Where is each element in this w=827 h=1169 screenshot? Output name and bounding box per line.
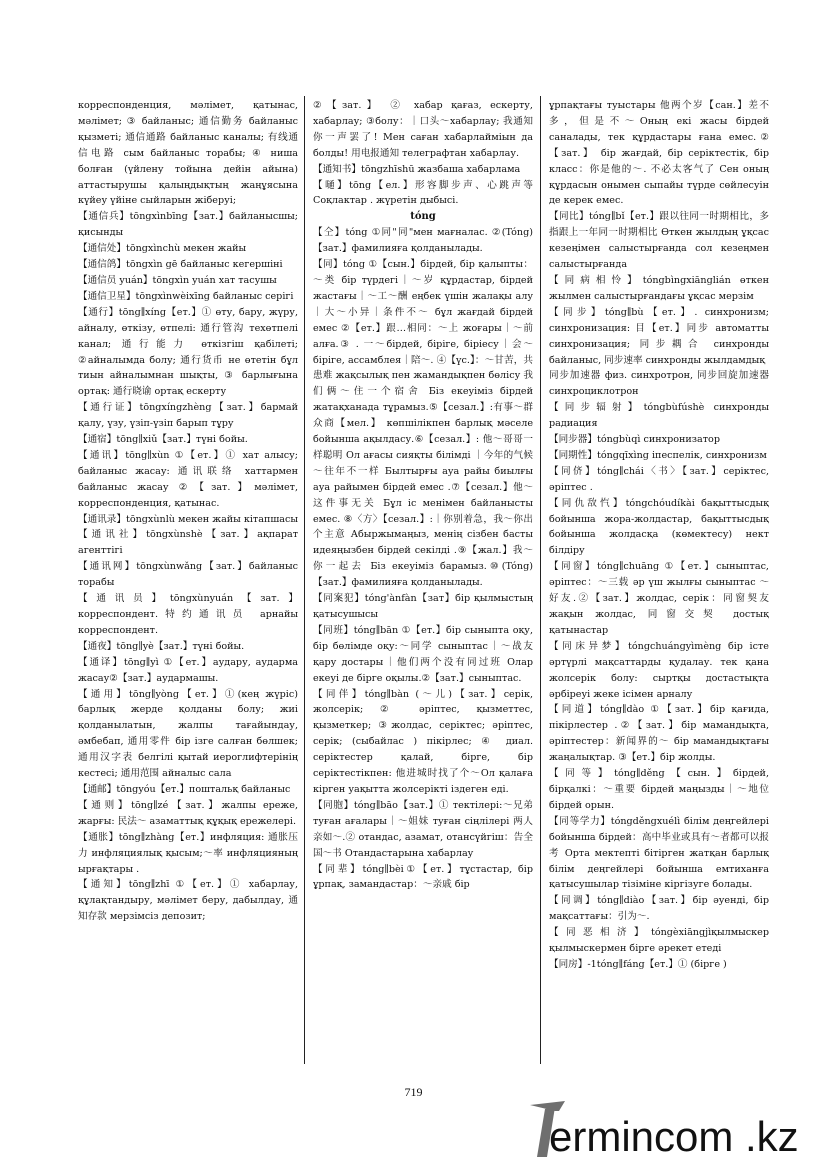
dictionary-entry: ұрпақтағы туыстары 他两个岁【сан.】差不多，但是不～Оның екі жасы бірдей саналады, тек құрдастары ғана емес.②【зат.】 бір жағдай, бір серіктестік, бір класс：你是他的～. 不必太客气了 Сен оның құрдасын онымен сыпайы түрде сөйлесуін де керек емес. xyxy=(549,100,769,207)
dictionary-entry: 【通信鸽】tōngxìn gē байланыс кегершіні xyxy=(78,259,283,271)
dictionary-entry: 【同步辐射】tóngbùfúshè синхронды радиация xyxy=(549,402,769,430)
dictionary-entry: 【同房】-1tóng∥fáng【ет.】① (бірге ) xyxy=(549,958,727,970)
dictionary-entry: 【通用】tōng∥yòng【ет.】①(кең жүріс) барлық жерде қолданы болу; жиі қолданылатын, жалпы тағайындау, әмбебап, 通用零件 бір ізге салған бөлшек; 通用汉字表 белгілі қытай иероглифтерінің кестесі; 通用范围 айналыс сала xyxy=(78,688,298,780)
column-divider xyxy=(304,96,305,1064)
dictionary-entry: корреспонденция, мәлімет, қатынас, мәлімет; ③ байланыс; 通信勤务 байланыс қызметі; 通信通路 байланыс каналы; 有线通信电路 сым байланыс торабы; ④ ниша болған (үйлену тойына дейін айына) аттастырушы қалыңдықтың жаңұясына күйеу үйіне сыйларын жіберуі; xyxy=(78,100,298,207)
dictionary-entry: 【同班】tóng∥bān ①【ет.】бір сыныпта оқу, бір бөлімде оқу:～同学 сыныптас｜～战友 қару достары｜他们两个没有同过班 Олар екеуі де бірге оқылы.②【зат.】сыныптас. xyxy=(313,624,533,684)
page-number: 719 xyxy=(404,1085,423,1099)
dictionary-entry: 【通信卫星】tōngxìnwèixīng байланыс серігі xyxy=(78,290,294,302)
dictionary-entry: 【同胞】tóng∥bāo【зат.】① тектілері:～兄弟 туған ағалары｜～姐妹 туған сіңлілері 两人亲如～.② отандас, азамат, отансүйгіш：告全国～书 Отандастарына хабарлау xyxy=(313,799,533,859)
dictionary-entry: 【同病相怜】tóngbìngxiānglián өткен жылмен салыстырғандағы ұқсас мерзім xyxy=(549,274,769,302)
column-middle xyxy=(313,98,533,1068)
dictionary-entry: 【通讯员】tōngxùnyuán【зат.】корреспондент.特约通讯员 арнайы корреспондент. xyxy=(78,593,298,636)
dictionary-entry: 【仝】tóng ①同"同"мен мағналас. ②(Tóng)【зат.】фамилияға қолданылады. xyxy=(313,227,533,255)
dictionary-entry: 【嗵】tōng【ел.】形容脚步声、心跳声等 Соқлактар . жүретін дыбысі. xyxy=(313,179,533,207)
dictionary-entry: 【通行证】tōngxíngzhèng【зат.】бармай қалу, үзу, үзіп-үзіп барып тұру xyxy=(78,402,298,430)
dictionary-entry: 【通知书】tōngzhīshū жазбаша хабарлама xyxy=(313,163,521,175)
dictionary-entry: 【通译】tōng∥yì ①【ет.】аудару, аударма жасау②【зат.】аудармашы. xyxy=(78,656,298,684)
dictionary-entry: 【同比】tóng∥bǐ【ет.】跟以往同一时期相比，多指跟上一年同一时期相比 Өткен жылдың ұқсас кезеңімен салыстырғанда сол кезеңмен салыстырғанда xyxy=(549,211,769,271)
dictionary-entry: 【同等学力】tóngděngxuélì білім деңгейлері бойынша бірдей：高中毕业或具有～者都可以报考 Орта мектепті бітірген жатқан барлық білім деңгейлері бойынша емтиханға қатысушылар тізіміне кіргізуге болады. xyxy=(549,815,769,891)
dictionary-entry: 【通信处】tōngxìnchù мекен жайы xyxy=(78,243,247,255)
column-left xyxy=(78,98,298,1068)
dictionary-entry: 同步加速器 физ. синхротрон, 同步回旋加速器 синхроциклотрон xyxy=(549,370,769,398)
dictionary-entry: 【通胀】tōng∥zhàng【ет.】инфляция: 通胀压力 инфляциялық қысым;～率 инфляцияның ырғақтары . xyxy=(78,831,298,875)
column-right xyxy=(549,98,769,1068)
dictionary-entry: 【通知】tōng∥zhī ①【ет.】① хабарлау, құлақтандыру, мәлімет беру, дабылдау, 通知存款 мерзімсіз депозит; xyxy=(78,879,298,923)
dictionary-entry: 【同】tóng ①【сын.】бірдей, бір қалыпты：～类 бір түрдегі｜～岁 құрдастар, бірдей жастағы｜～工～酬 еңбек үшін жалақы алу｜大～小异｜条件不～ бұл жағдай бірдей емес ②【ет.】跟…相同：～上 жоғары｜～前 алға.③ . 一～бірдей, біріге, біріесу｜会～ біріге, ассамблея｜陪～. ④【үс.】：～甘苦，共患难 жақсылық пен жамандықпен бөлісу 我们俩～住一个宿舍 Біз екеуіміз бірдей жатақханада тұрамыз.⑤【сезал.】:有事～群众商【мел.】 көпшілікпен барлық мәселе бойынша ақылдасу.⑥【сезал.】: 他～哥哥一样聪明 Ол ағасы сияқты білімді ｜今年的气候～往年不一样 Былтырғы ауа райы биылғы ауа райымен бірдей емес .⑦【сезал.】他～这件事无关 Бұл іс менімен байланысты емес. ⑧〈方〉【сезал.】:｜你别着急，我～你出个主意 Абыржымаңыз, менің сізбен басты идеяңызбен бірдей секілді .⑨【жал.】我～你一起去 Біз екеуіміз барамыз.⑩(Tóng)【зат.】фамилияға қолданылады. xyxy=(313,259,533,589)
logo-text: ermincom xyxy=(549,1113,734,1160)
dictionary-entry: 【同侪】tóng∥chái〈书〉【зат.】серіктес, әріптес . xyxy=(549,465,769,493)
dictionary-entry: 【同窗】tóng∥chuāng ①【ет.】сыныптас, әріптес：～三载 әр үш жылғы сыныптас ～好友.②【зат.】жолдас, серік：同窗契友 жақын жолдас, 同窗交契 достық қатынастар xyxy=(549,561,769,636)
dictionary-entry: 【同道】tóng∥dào ①【зат.】бір қағида, пікірлестер .②【зат.】бір мамандықта, әріптестер：新闻界的～ бір мамандықтағы жаңалықтар. ③【ет.】бір жолды. xyxy=(549,704,769,764)
dictionary-entry: 【通信员 yuán】tōngxìn yuán хат тасушы xyxy=(78,274,277,286)
dictionary-entry: 【通讯】tōng∥xùn ①【ет.】① хат алысу; байланыс жасау: 通讯联络 хаттармен байланыс жасау ②【зат.】мәлімет, корреспонденция, қатынас. xyxy=(78,449,298,509)
dictionary-entry: 【通宿】tōng∥xiǔ【зат.】түні бойы. xyxy=(78,434,248,446)
dictionary-entry: 【通信兵】tōngxìnbīng【зат.】байланысшы; қисынды xyxy=(78,211,298,239)
dictionary-entry: 【同步器】tóngbùqì синхронизатор xyxy=(549,434,720,446)
dictionary-entry: 【通夜】tōng∥yè【зат.】түні бойы. xyxy=(78,640,245,652)
dictionary-entry: 【通邮】tōngyóu【ет.】поштальқ байланыс xyxy=(78,783,291,795)
dictionary-entry: 【同案犯】tóng'ànfàn【зат】бір қылмыстың қатысушысы xyxy=(313,593,533,620)
dictionary-entry: 【同调】tóng∥diào【зат.】бір әуенді, бір мақсаттағы：引为～. xyxy=(549,895,769,923)
dictionary-entry: 【同恶相济】tóngèxiāngjìқылмыскер қылмыскермен бірге әрекет етеді xyxy=(549,927,769,955)
dictionary-entry: 【通则】tōng∥zé【зат.】жалпы ереже, жарғы: 民法～ азаматтық құқық ережелері. xyxy=(78,799,298,827)
dictionary-entry: 【同期性】tóngqīxìng іпеспелік, синхронизм xyxy=(549,449,767,461)
dictionary-entry: 【同伴】tóng∥bàn (～儿)【зат.】серік, жолсерік; ② әріптес, қызметтес, қызметкер; ③жолдас, серіктес; әріптес, серік; (сыбайлас ) пікірлес; ④ диал. серіктестер қалай, бірге, бір серіктестікпен: 他进城时找了个～Ол қалаға кірген уақытта жолсерікті іздеген еді. xyxy=(313,688,533,795)
termincom-logo xyxy=(525,1097,815,1161)
logo-domain: .kz xyxy=(745,1113,799,1160)
dictionary-entry: 【同仇敌忾】tóngchóudíkài бақыттысдық бойынша жора-жолдастар, бақыттысдық бойынша жолдасқа (көмектесу) нект білдіру xyxy=(549,497,769,557)
dictionary-entry: tóng xyxy=(410,211,436,223)
dictionary-entry: 【通行】tōng∥xíng【ет.】① өту, бару, жүру, айналу, өткізу, өтпелі: 通行管沟 техөтпелі канал; 通行能力 өткізгіш қабілеті; ②айналымда болу; 通行货币 не өтетін бұл тиын айналымнан шықты, ③ барлығына ортақ: 通行晓谕 ортақ ескерту xyxy=(78,306,298,398)
dictionary-entry: 【同辈】tóng∥bèi①【ет.】тұстастар, бір ұрпақ, замандастар：～亲戚 бір xyxy=(313,863,533,891)
dictionary-entry: ②【зат.】 ② хабар қағаз, ескерту, хабарлау; ③болу：｜口头～хабарлау; 我通知你一声罢了! Мен саған хабарлайміын да болды! 用电报通知 телеграфтан хабарлау. xyxy=(313,100,533,159)
dictionary-entry: 【通讯录】tōngxùnlù мекен жайы кітапшасы xyxy=(78,513,298,525)
dictionary-entry: 【同床异梦】tóngchuángyìmèng бір істе әртүрлі мақсаттарды қудалау. тек қана жолсерік болу: сыртқы достастықта әрбіреуі жеке ісімен арналу xyxy=(549,640,769,700)
dictionary-entry: 【通讯网】tōngxùnwǎng【зат.】байланыс торабы xyxy=(78,561,298,589)
dictionary-entry: 【同步】tóng∥bù【ет.】. синхронизм; синхронизация: 目【ет.】同步 автоматты синхронизация; 同步耦合 синхронды байланыс, 同步速率 синхронды жылдамдық xyxy=(549,306,769,366)
dictionary-entry: 【同等】tóng∥děng【сын.】бірдей, бірқалкі：～重要 бірдей маңызды｜～地位 бірдей орын. xyxy=(549,768,769,811)
column-divider xyxy=(540,96,541,1064)
dictionary-entry: 【通讯社】tōngxùnshè【зат.】ақпарат агенттігі xyxy=(78,529,298,557)
